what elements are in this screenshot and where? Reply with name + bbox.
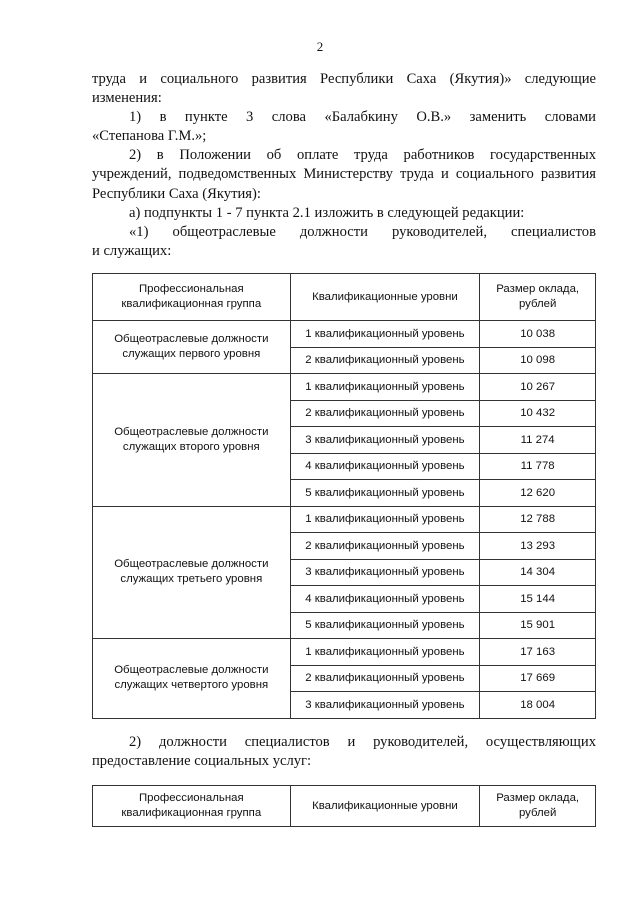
salary-cell: 12 788 bbox=[480, 506, 596, 533]
level-cell: 1 квалификационный уровень bbox=[290, 321, 480, 348]
header-salary: Размер оклада, рублей bbox=[480, 274, 596, 321]
header-salary: Размер оклада, рублей bbox=[480, 786, 596, 827]
salary-cell: 14 304 bbox=[480, 559, 596, 586]
text-line: «Степанова Г.М.»; bbox=[92, 128, 207, 145]
text-line: изменения: bbox=[92, 90, 162, 107]
salary-cell: 17 163 bbox=[480, 639, 596, 666]
text-line: 1) в пункте 3 слова «Балабкину О.В.» заменить словами bbox=[129, 109, 596, 125]
level-cell: 4 квалификационный уровень bbox=[290, 453, 480, 480]
salary-cell: 10 432 bbox=[480, 400, 596, 427]
level-cell: 2 квалификационный уровень bbox=[290, 665, 480, 692]
text-line: учреждений, подведомственных Министерству труда и социального развития bbox=[92, 166, 596, 183]
header-level: Квалификационные уровни bbox=[290, 274, 480, 321]
level-cell: 4 квалификационный уровень bbox=[290, 586, 480, 613]
page-number: 2 bbox=[316, 39, 324, 54]
table-row bbox=[93, 374, 596, 401]
paragraph-item-a bbox=[92, 204, 596, 223]
table-row bbox=[93, 321, 596, 348]
level-cell: 1 квалификационный уровень bbox=[290, 639, 480, 666]
table-header-row bbox=[93, 786, 596, 827]
table-header-row bbox=[93, 274, 596, 321]
text-line: труда и социального развития Республики Саха (Якутия)» следующие bbox=[92, 71, 596, 87]
text-line: Республики Саха (Якутия): bbox=[92, 185, 261, 202]
text-line: 2) в Положении об оплате труда работников государственных bbox=[129, 147, 596, 163]
level-cell: 3 квалификационный уровень bbox=[290, 427, 480, 454]
paragraph-item-1 bbox=[92, 108, 596, 147]
header-group: Профессиональная квалификационная группа bbox=[93, 786, 291, 827]
level-cell: 2 квалификационный уровень bbox=[290, 533, 480, 560]
paragraph-subitem-1 bbox=[92, 223, 596, 262]
salary-cell: 17 669 bbox=[480, 665, 596, 692]
paragraph-intro bbox=[92, 70, 596, 109]
group-name: Общеотраслевые должности служащих четвертого уровня bbox=[93, 639, 291, 719]
salary-cell: 11 274 bbox=[480, 427, 596, 454]
level-cell: 1 квалификационный уровень bbox=[290, 374, 480, 401]
text-line: а) подпункты 1 - 7 пункта 2.1 изложить в следующей редакции: bbox=[129, 205, 525, 221]
text-line: 2) должности специалистов и руководителей, осуществляющих bbox=[129, 734, 596, 750]
level-cell: 2 квалификационный уровень bbox=[290, 347, 480, 374]
salary-cell: 10 098 bbox=[480, 347, 596, 374]
level-cell: 5 квалификационный уровень bbox=[290, 480, 480, 507]
salary-cell: 10 267 bbox=[480, 374, 596, 401]
table-row bbox=[93, 506, 596, 533]
level-cell: 3 квалификационный уровень bbox=[290, 692, 480, 719]
level-cell: 1 квалификационный уровень bbox=[290, 506, 480, 533]
text-line: предоставление социальных услуг: bbox=[92, 753, 312, 770]
header-level: Квалификационные уровни bbox=[290, 786, 480, 827]
salary-table bbox=[92, 273, 596, 719]
salary-cell: 13 293 bbox=[480, 533, 596, 560]
salary-cell: 11 778 bbox=[480, 453, 596, 480]
group-name: Общеотраслевые должности служащих первого уровня bbox=[93, 321, 291, 374]
salary-table-2 bbox=[92, 785, 596, 827]
salary-cell: 12 620 bbox=[480, 480, 596, 507]
text-line: и служащих: bbox=[92, 243, 172, 260]
group-name: Общеотраслевые должности служащих второго уровня bbox=[93, 374, 291, 507]
salary-cell: 15 901 bbox=[480, 612, 596, 639]
group-name: Общеотраслевые должности служащих третьего уровня bbox=[93, 506, 291, 639]
level-cell: 3 квалификационный уровень bbox=[290, 559, 480, 586]
salary-cell: 10 038 bbox=[480, 321, 596, 348]
table-row bbox=[93, 639, 596, 666]
salary-cell: 18 004 bbox=[480, 692, 596, 719]
paragraph-item-2 bbox=[92, 146, 596, 204]
level-cell: 5 квалификационный уровень bbox=[290, 612, 480, 639]
paragraph-subitem-2 bbox=[92, 733, 596, 772]
text-line: «1) общеотраслевые должности руководителей, специалистов bbox=[129, 224, 596, 240]
salary-cell: 15 144 bbox=[480, 586, 596, 613]
level-cell: 2 квалификационный уровень bbox=[290, 400, 480, 427]
header-group: Профессиональная квалификационная группа bbox=[93, 274, 291, 321]
